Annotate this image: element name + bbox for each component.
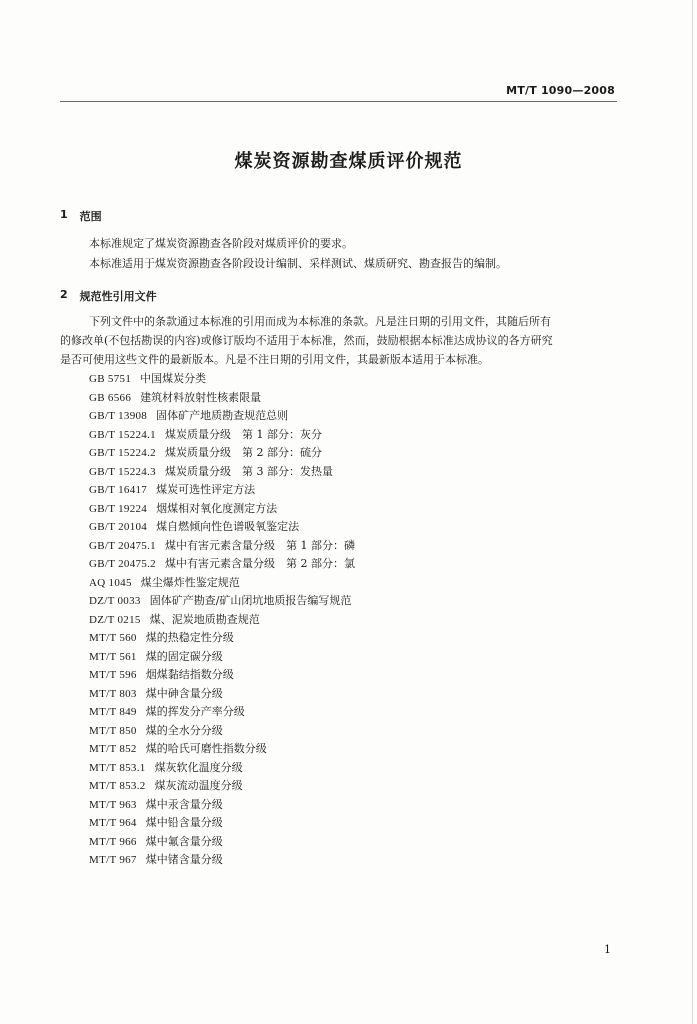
reference-title: 煤的挥发分产率分级	[145, 705, 245, 718]
reference-code: MT/T 967	[89, 854, 137, 866]
reference-title: 煤的哈氏可磨性指数分级	[145, 742, 267, 755]
reference-title: 建筑材料放射性核素限量	[140, 390, 262, 404]
reference-item	[89, 703, 355, 722]
reference-item	[89, 407, 355, 426]
reference-code: GB 5751	[89, 373, 132, 385]
header-rule	[60, 101, 617, 102]
reference-code: GB/T 20475.2	[89, 558, 156, 570]
reference-item	[89, 648, 355, 667]
section-number: 1	[60, 208, 68, 221]
reference-title: 煤中有害元素含量分级 第 1 部分：磷	[164, 538, 355, 552]
reference-title: 煤中汞含量分级	[145, 797, 223, 811]
reference-title: 煤的全水分分级	[145, 723, 223, 737]
section-title: 范围	[79, 210, 102, 223]
reference-code: GB/T 19224	[89, 502, 148, 515]
reference-code: MT/T 596	[89, 669, 137, 681]
reference-item	[89, 370, 355, 389]
reference-title: 煤灰软化温度分级	[154, 760, 243, 774]
reference-item	[89, 574, 355, 593]
reference-item	[89, 851, 355, 870]
reference-code: MT/T 560	[89, 632, 137, 644]
scope-paragraph-2: 本标准适用于煤炭资源勘查各阶段设计编制、采样测试、煤质研究、勘查报告的编制。	[89, 257, 507, 270]
reference-title: 煤、泥炭地质勘查规范	[149, 612, 260, 626]
reference-code: MT/T 966	[89, 835, 137, 848]
reference-code: MT/T 964	[89, 817, 137, 829]
reference-title: 中国煤炭分类	[140, 372, 207, 385]
reference-item	[89, 518, 355, 537]
reference-code: DZ/T 0215	[89, 613, 141, 626]
reference-item	[89, 481, 355, 500]
reference-item	[89, 666, 355, 685]
reference-item	[89, 611, 355, 630]
reference-code: MT/T 561	[89, 650, 137, 663]
reference-item	[89, 463, 355, 482]
reference-item	[89, 685, 355, 704]
reference-title: 煤中锗含量分级	[145, 853, 223, 866]
reference-item	[89, 389, 355, 408]
reference-code: GB/T 15224.2	[89, 447, 156, 459]
reference-code: MT/T 852	[89, 743, 137, 755]
reference-code: GB/T 13908	[89, 410, 148, 422]
reference-code: GB/T 15224.1	[89, 428, 156, 441]
document-title: 煤炭资源勘查煤质评价规范	[234, 151, 463, 172]
reference-item	[89, 777, 355, 796]
reference-title: 煤自燃倾向性色谱吸氧鉴定法	[156, 520, 300, 533]
reference-item	[89, 722, 355, 741]
reference-title: 固体矿产地质勘查规范总则	[156, 409, 289, 422]
section-title: 规范性引用文件	[79, 290, 157, 303]
page-number: 1	[604, 943, 611, 956]
reference-code: MT/T 963	[89, 798, 137, 811]
reference-code: GB/T 16417	[89, 484, 148, 496]
reference-title: 固体矿产勘查/矿山闭坑地质报告编写规范	[149, 594, 352, 607]
reference-item	[89, 592, 355, 611]
reference-item	[89, 537, 355, 556]
reference-item	[89, 500, 355, 519]
reference-title: 煤尘爆炸性鉴定规范	[140, 575, 240, 589]
reference-code: MT/T 850	[89, 724, 137, 737]
reference-code: DZ/T 0033	[89, 595, 141, 607]
reference-title: 煤的热稳定性分级	[145, 631, 234, 644]
reference-title: 煤炭质量分级 第 1 部分：灰分	[164, 427, 322, 441]
reference-title: 烟煤相对氧化度测定方法	[156, 501, 278, 515]
standard-code: MT/T 1090—2008	[506, 84, 615, 97]
reference-title: 煤中铅含量分级	[145, 816, 223, 829]
section-2-heading	[60, 288, 157, 304]
reference-title: 煤中有害元素含量分级 第 2 部分：氯	[164, 557, 355, 570]
reference-item	[89, 740, 355, 759]
normative-reference-list	[89, 370, 355, 870]
reference-item	[89, 629, 355, 648]
reference-code: GB/T 20104	[89, 521, 148, 533]
reference-title: 煤中氟含量分级	[145, 834, 223, 848]
reference-item	[89, 444, 355, 463]
reference-code: GB/T 15224.3	[89, 465, 156, 478]
reference-item	[89, 426, 355, 445]
section-1-heading	[60, 208, 102, 224]
reference-code: AQ 1045	[89, 576, 132, 589]
references-intro-line-1: 下列文件中的条款通过本标准的引用而成为本标准的条款。凡是注日期的引用文件，其随后所有	[89, 315, 551, 328]
reference-code: GB 6566	[89, 391, 132, 404]
reference-code: MT/T 803	[89, 687, 137, 700]
reference-code: MT/T 849	[89, 706, 137, 718]
reference-title: 煤炭质量分级 第 2 部分：硫分	[164, 446, 322, 459]
scope-paragraph-1: 本标准规定了煤炭资源勘查各阶段对煤质评价的要求。	[89, 237, 353, 250]
reference-title: 煤炭质量分级 第 3 部分：发热量	[164, 464, 333, 478]
reference-item	[89, 796, 355, 815]
reference-code: MT/T 853.1	[89, 761, 146, 774]
reference-title: 煤炭可选性评定方法	[156, 483, 256, 496]
reference-item	[89, 833, 355, 852]
reference-title: 煤灰流动温度分级	[154, 779, 243, 792]
reference-item	[89, 555, 355, 574]
reference-title: 烟煤黏结指数分级	[145, 668, 234, 681]
reference-code: MT/T 853.2	[89, 780, 146, 792]
reference-title: 煤的固定碳分级	[145, 649, 223, 663]
references-intro-line-3: 是否可使用这些文件的最新版本。凡是不注日期的引用文件，其最新版本适用于本标准。	[60, 353, 489, 366]
reference-item	[89, 814, 355, 833]
references-intro-line-2: 的修改单(不包括勘误的内容)或修订版均不适用于本标准，然而，鼓励根据本标准达成协议的各方研究	[60, 334, 553, 347]
reference-code: GB/T 20475.1	[89, 539, 156, 552]
reference-title: 煤中砷含量分级	[145, 686, 223, 700]
reference-item	[89, 759, 355, 778]
section-number: 2	[60, 288, 68, 301]
